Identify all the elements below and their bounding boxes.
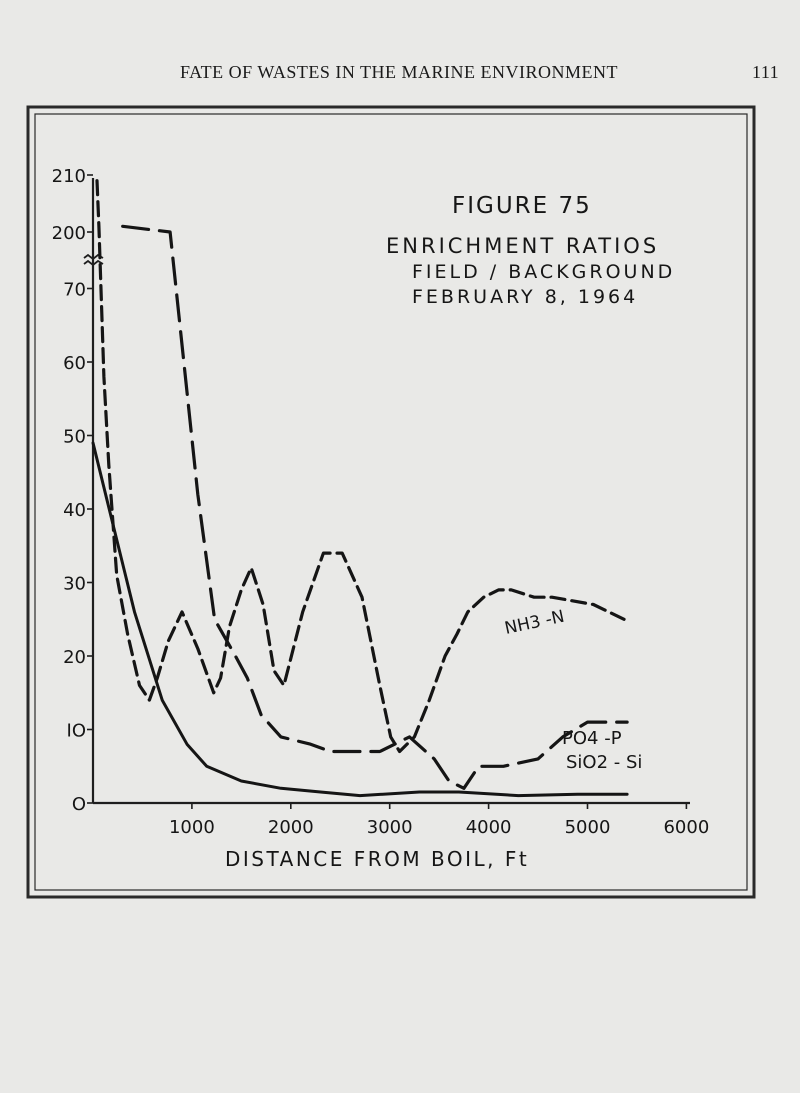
chart-title: ENRICHMENT RATIOS: [386, 234, 660, 258]
y-tick-label: O: [71, 794, 86, 815]
x-tick-label: 2000: [267, 817, 314, 838]
x-tick-label: 1000: [168, 817, 215, 838]
x-tick-label: 5000: [564, 817, 611, 838]
inner-frame: [35, 114, 747, 890]
x-tick-label: 6000: [663, 817, 710, 838]
annotation-nh3: NH3 -N: [502, 606, 567, 639]
y-tick-label: 200: [51, 223, 86, 244]
annotation-sio2: SiO2 - Si: [566, 752, 643, 773]
y-tick-label: 20: [63, 647, 86, 668]
y-tick-label: 40: [63, 500, 86, 521]
chart-subtitle-line-1: FIELD / BACKGROUND: [412, 261, 676, 283]
outer-frame: [28, 107, 754, 897]
y-tick-label: 210: [51, 166, 86, 187]
page-number: 111: [752, 62, 780, 82]
chart-subtitle-line-2: FEBRUARY 8, 1964: [412, 286, 639, 308]
x-tick-label: 3000: [366, 817, 413, 838]
figure-label: FIGURE 75: [452, 193, 592, 219]
annotation-po4: PO4 -P: [562, 728, 622, 749]
y-tick-label: 60: [63, 353, 86, 374]
x-axis-label: DISTANCE FROM BOIL, Ft: [225, 847, 530, 871]
y-tick-label: 70: [63, 279, 86, 301]
x-tick-label: 4000: [465, 817, 512, 838]
y-tick-label: IO: [66, 720, 86, 742]
running-title: FATE OF WASTES IN THE MARINE ENVIRONMENT: [180, 62, 618, 82]
series-line-2: [123, 226, 627, 788]
y-tick-label: 50: [63, 426, 86, 448]
y-tick-label: 30: [63, 573, 86, 595]
